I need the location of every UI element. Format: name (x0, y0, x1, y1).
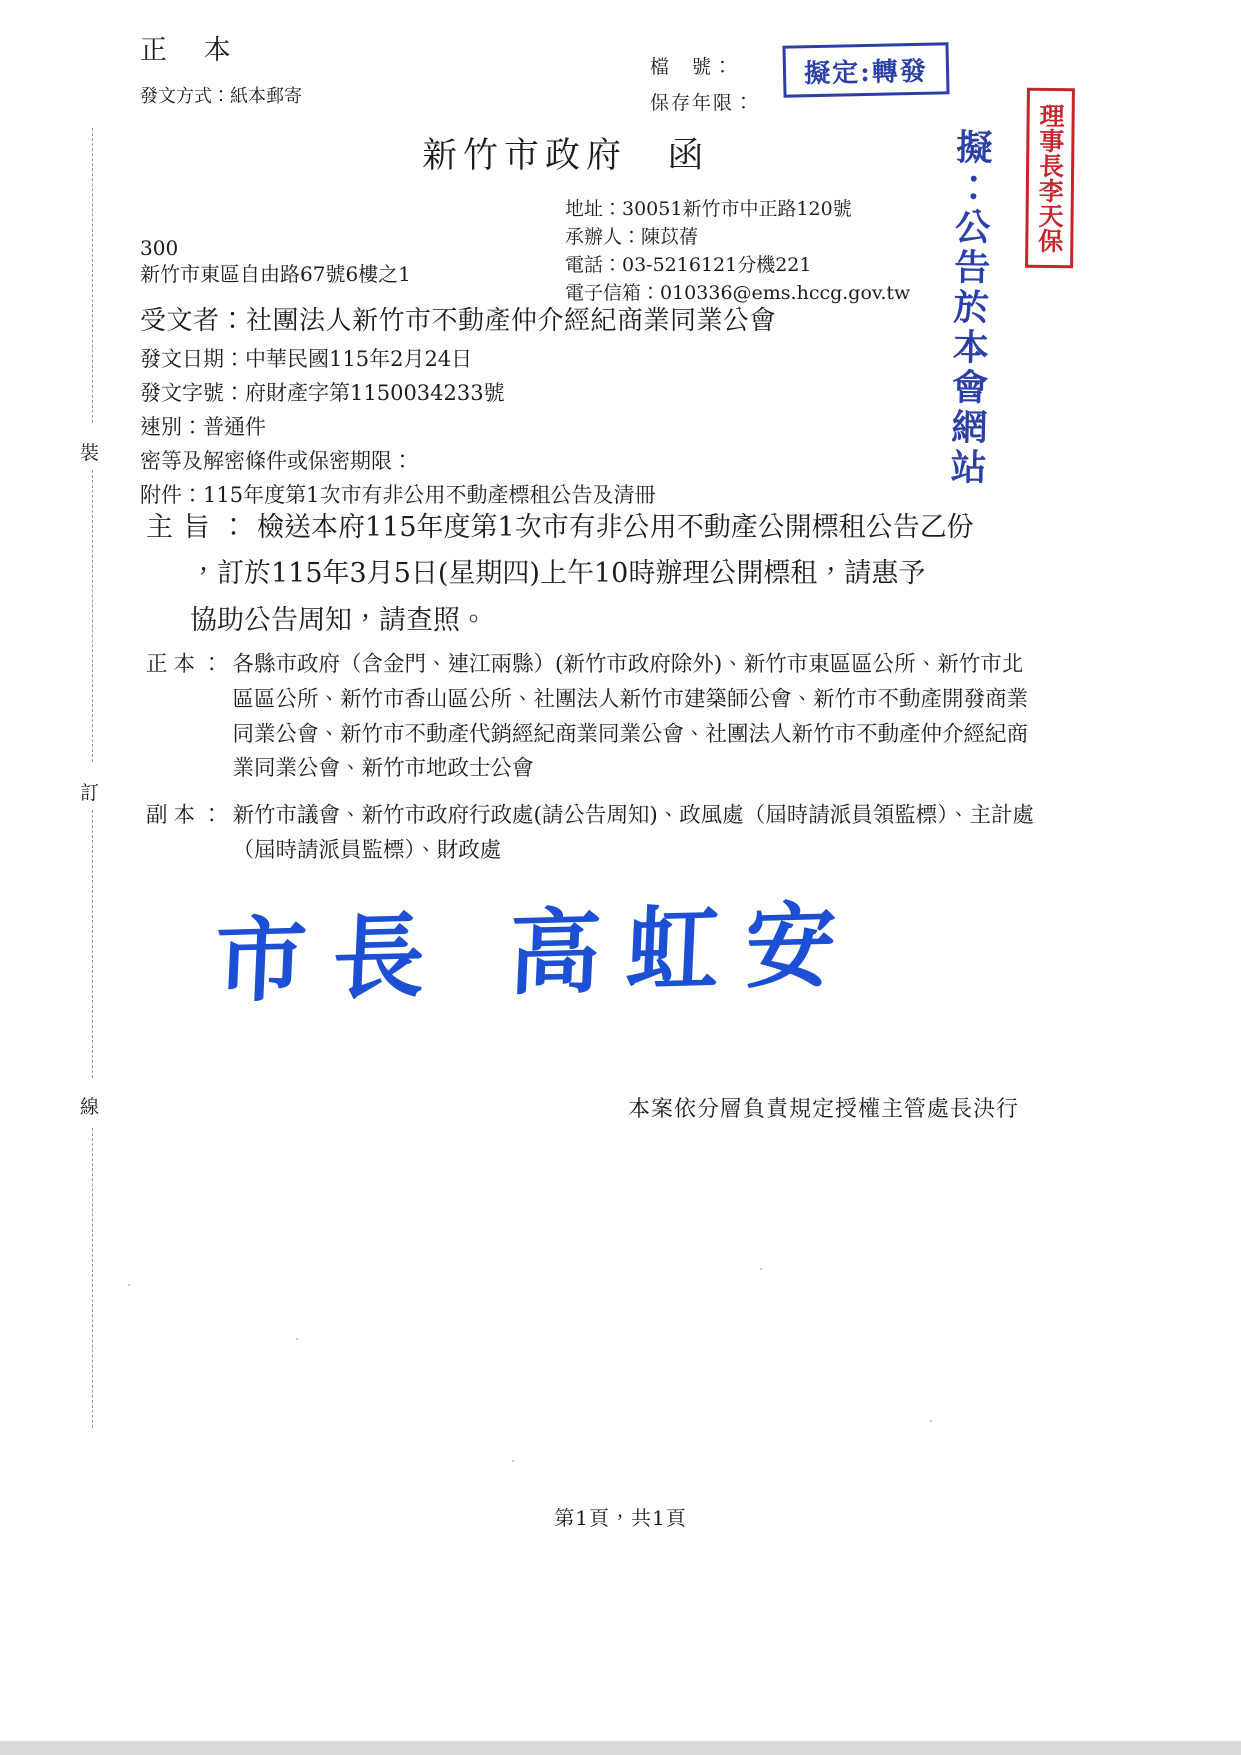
retention-period-label: 保存年限： (650, 92, 756, 114)
recipient-address: 新竹市東區自由路67號6樓之1 (140, 262, 411, 286)
field-document-number: 發文字號：府財產字第1150034233號 (140, 381, 505, 406)
subject-line-1 (146, 505, 1036, 551)
chairman-seal-stamp: 理事長李天保 (1025, 88, 1075, 268)
scan-speck (512, 1460, 514, 1462)
subject-text-2: ，訂於115年3月5日(星期四)上午10時辦理公開標租，請惠予 (190, 558, 926, 590)
subject-label: 主旨： (146, 512, 257, 543)
field-dispatch-date: 發文日期：中華民國115年2月24日 (140, 347, 473, 372)
subject-block (146, 505, 1036, 644)
distribution-original-row (146, 648, 1036, 787)
contact-address: 地址：30051新竹市中正路120號 (565, 198, 852, 220)
scan-edge-strip (0, 1741, 1241, 1755)
contact-officer: 承辦人：陳苡蒨 (565, 225, 699, 248)
contact-phone: 電話：03-5216121分機221 (565, 253, 812, 276)
scan-speck (296, 1338, 298, 1340)
copy-type-label: 正 本 (140, 35, 245, 66)
page-footer: 第1頁，共1頁 (554, 1506, 687, 1530)
fold-line-segment (92, 470, 93, 762)
mayor-signature: 市長 高虹安 (212, 890, 865, 1016)
document-fields (140, 300, 1020, 512)
fold-line-segment (92, 128, 93, 423)
dispatch-method-label: 發文方式：紙本郵寄 (140, 86, 302, 107)
delegation-note: 本案依分層負責規定授權主管處長決行 (628, 1097, 1020, 1122)
distribution-block (146, 648, 1036, 881)
margin-mark-stitch: 訂 (80, 782, 100, 804)
distribution-original-body: 各縣市政府（含金門、連江兩縣）(新竹市政府除外)、新竹市東區區公所、新竹市北區區公所、新竹市香山區公所、社團法人新竹市建築師公會、新竹市不動產開發商業同業公會、新竹市不動產代銷經紀商業同業公會、社團法人新竹市不動產仲介經紀商業同業公會、新竹市地政士公會 (232, 652, 1029, 782)
handwritten-annotation: 擬：公告於本會網站 (944, 127, 994, 489)
fold-line-segment (92, 810, 93, 1078)
distribution-copy-row (146, 799, 1036, 869)
margin-mark-binding: 裝 (80, 442, 100, 464)
subject-text-1: 檢送本府115年度第1次市有非公用不動產公開標租公告乙份 (257, 512, 974, 543)
field-attachment: 附件：115年度第1次市有非公用不動產標租公告及清冊 (140, 483, 656, 508)
contact-email: 電子信箱：010336@ems.hccg.gov.tw (565, 281, 911, 304)
page-title: 新竹市政府 函 (421, 136, 709, 176)
margin-mark-line: 線 (80, 1096, 100, 1118)
scan-speck (930, 1420, 932, 1422)
scan-speck (128, 1284, 130, 1286)
scan-speck (760, 1268, 762, 1270)
field-classification: 密等及解密條件或保密期限： (140, 449, 413, 474)
field-speed: 速別：普通件 (140, 415, 266, 440)
distribution-copy-label: 副本： (146, 803, 229, 829)
routing-stamp: 擬定:轉發 (782, 42, 949, 97)
subject-text-3: 協助公告周知，請查照。 (190, 604, 487, 636)
archive-number-label: 檔 號： (650, 56, 735, 78)
distribution-copy-body: 新竹市議會、新竹市政府行政處(請公告周知)、政風處（屆時請派員領監標）、主計處（屆時請派員監標）、財政處 (232, 803, 1035, 864)
distribution-original-label: 正本： (146, 652, 229, 677)
contact-block (565, 196, 910, 308)
fold-line-segment (92, 1128, 93, 1428)
field-recipient: 受文者：社團法人新竹市不動產仲介經紀商業同業公會 (140, 306, 777, 336)
recipient-zip: 300 (140, 236, 179, 260)
